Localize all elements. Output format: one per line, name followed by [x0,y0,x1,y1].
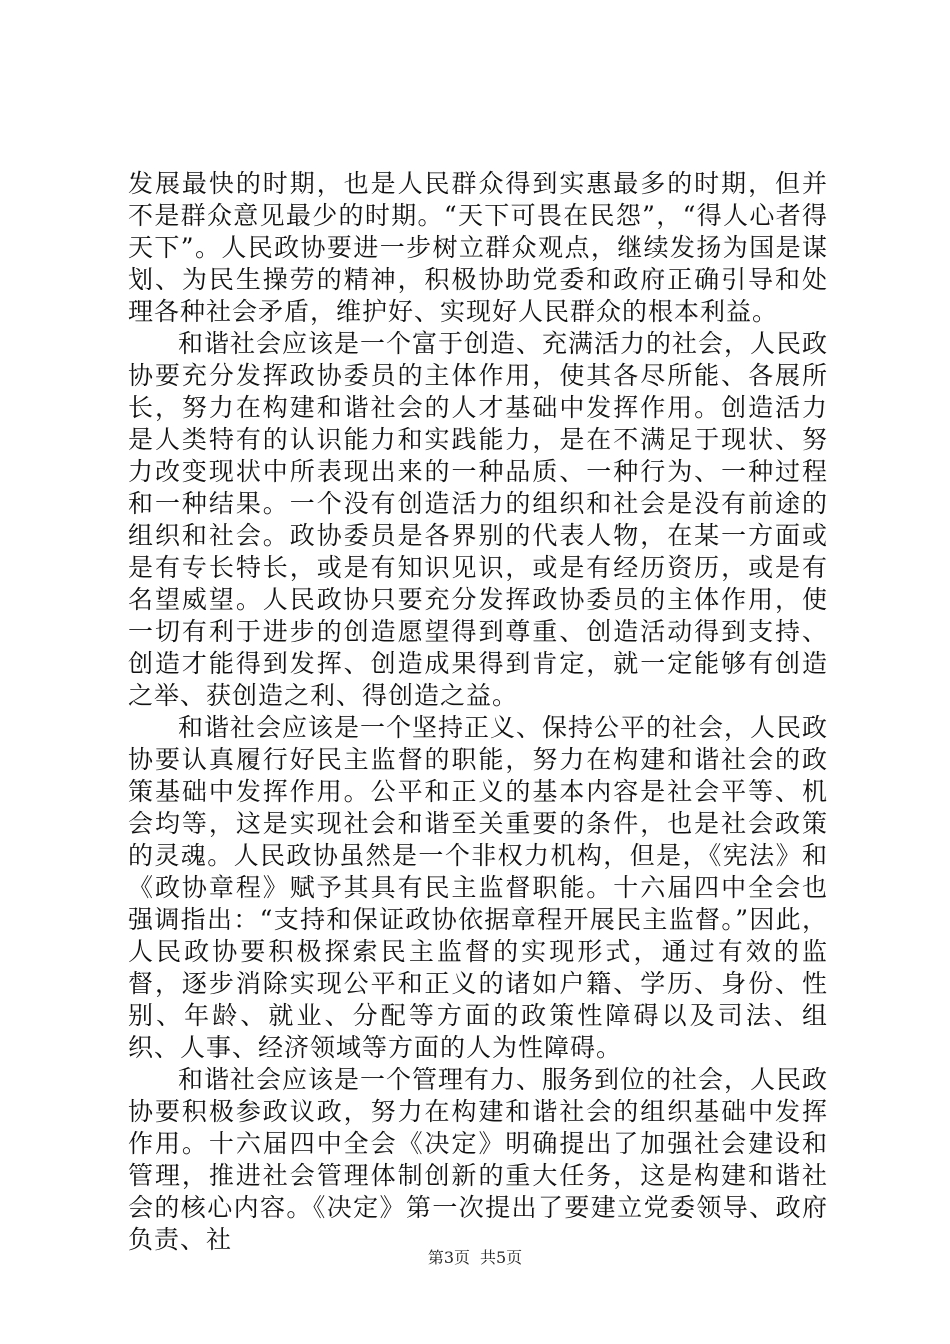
page-footer [0,1248,950,1268]
paragraph-1: 发展最快的时期，也是人民群众得到实惠最多的时期，但并不是群众意见最少的时期。“天下可畏在民怨”，“得人心者得天下”。人民政协要进一步树立群众观点，继续发扬为国是谋划、为民生操劳的精神，积极协助党委和政府正确引导和处理各种社会矛盾，维护好、实现好人民群众的根本利益。 [128,169,828,326]
body-text [128,168,828,1256]
paragraph-2: 和谐社会应该是一个富于创造、充满活力的社会，人民政协要充分发挥政协委员的主体作用，使其各尽所能、各展所长，努力在构建和谐社会的人才基础中发挥作用。创造活力是人类特有的认识能力和实践能力，是在不满足于现状、努力改变现状中所表现出来的一种品质、一种行为、一种过程和一种结果。一个没有创造活力的组织和社会是没有前途的组织和社会。政协委员是各界别的代表人物，在某一方面或是有专长特长，或是有知识见识，或是有经历资历，或是有名望威望。人民政协只要充分发挥政协委员的主体作用，使一切有利于进步的创造愿望得到尊重、创造活动得到支持、创造才能得到发挥、创造成果得到肯定，就一定能够有创造之举、获创造之利、得创造之益。 [128,329,829,710]
paragraph-3: 和谐社会应该是一个坚持正义、保持公平的社会，人民政协要认真履行好民主监督的职能，努力在构建和谐社会的政策基础中发挥作用。公平和正义的基本内容是社会平等、机会均等，这是实现社会和谐至关重要的条件，也是社会政策的灵魂。人民政协虽然是一个非权力机构，但是，《宪法》和《政协章程》赋予其具有民主监督职能。十六届四中全会也强调指出：“支持和保证政协依据章程开展民主监督。”因此，人民政协要积极探索民主监督的实现形式，通过有效的监督，逐步消除实现公平和正义的诸如户籍、学历、身份、性别、年龄、就业、分配等方面的政策性障碍以及司法、组织、人事、经济领域等方面的人为性障碍。 [128,713,829,1062]
page-total: 共5页 [480,1248,523,1267]
paragraph-4: 和谐社会应该是一个管理有力、服务到位的社会，人民政协要积极参政议政，努力在构建和谐社会的组织基础中发挥作用。十六届四中全会《决定》明确提出了加强社会建设和管理，推进社会管理体制创新的重大任务，这是构建和谐社会的核心内容。《决定》第一次提出了要建立党委领导、政府负责、社 [128,1065,829,1254]
page-number: 第3页 [427,1248,470,1267]
